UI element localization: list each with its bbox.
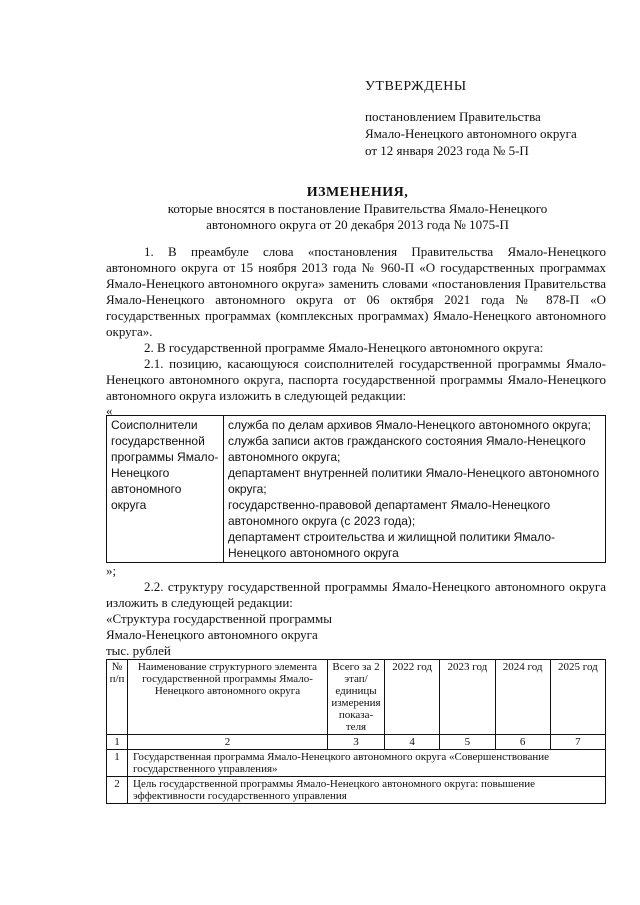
- coexecutors-table: [106, 415, 606, 563]
- coexecutor-item: департамент строительства и жилищной политики Ямало-Ненецкого автономного округа: [228, 530, 556, 560]
- coexecutors-list: [224, 416, 606, 563]
- approved-heading: УТВЕРЖДЕНЫ: [365, 79, 467, 94]
- table-row: [107, 777, 606, 804]
- units-label: тыс. рублей: [106, 643, 171, 658]
- title-sub-1: которые вносятся в постановление Правительства Ямало-Ненецкого: [167, 201, 548, 216]
- paragraph-2-2: 2.2. структуру государственной программы Ямало-Ненецкого автономного округа изложить в следующей редакции:: [106, 579, 606, 610]
- approved-line-1: постановлением Правительства: [365, 109, 541, 124]
- paragraph-2-1: 2.1. позицию, касающуюся соисполнителей государственной программы Ямало-Ненецкого автономного округа, паспорта государственной программы Ямало-Ненецкого автономного округа изложить в следующей редакции:: [106, 356, 606, 403]
- coexecutors-label: Соисполнители государственной программы Ямало-Ненецкого автономного округа: [107, 416, 224, 563]
- structure-title-2: Ямало-Ненецкого автономного округа: [106, 627, 318, 642]
- header-cell: 2023 год: [440, 660, 495, 735]
- row-text: Государственная программа Ямало-Ненецкого автономного округа «Совершенствование государственного управления»: [128, 750, 606, 777]
- paragraph-1: 1. В преамбуле слова «постановления Правительства Ямало-Ненецкого автономного округа от 15 ноября 2013 года № 960-П «О государственных программах Ямало-Ненецкого автономного округа» заменить словами «постановления Правительства Ямало-Ненецкого автономного округа от 06 октября 2021 года № 878-П «О государственных программах (комплексных программах) Ямало-Ненецкого автономного округа».: [106, 244, 606, 339]
- coexecutor-item: департамент внутренней политики Ямало-Ненецкого автономного округа;: [228, 466, 600, 496]
- approved-line-2: Ямало-Ненецкого автономного округа: [365, 126, 577, 141]
- close-quote: »;: [106, 563, 117, 578]
- row-number: 2: [107, 777, 128, 804]
- column-number: 1: [107, 735, 128, 750]
- structure-table-numbering: [107, 735, 606, 750]
- header-cell: 2024 год: [495, 660, 550, 735]
- header-cell: Всего за 2 этап/ единицы измерения показа-теля: [328, 660, 385, 735]
- approval-block: [365, 78, 577, 159]
- header-cell: Наименование структурного элемента государственной программы Ямало-Ненецкого автономного округа: [128, 660, 328, 735]
- column-number: 3: [328, 735, 385, 750]
- title-sub-2: автономного округа от 20 декабря 2013 года № 1075-П: [206, 217, 509, 232]
- coexecutor-item: государственно-правовой департамент Ямало-Ненецкого автономного округа (с 2023 года);: [228, 498, 551, 528]
- coexecutor-item: служба по делам архивов Ямало-Ненецкого автономного округа;: [228, 418, 591, 432]
- column-number: 4: [385, 735, 440, 750]
- row-number: 1: [107, 750, 128, 777]
- header-cell: № п/п: [107, 660, 128, 735]
- structure-table-header: [107, 660, 606, 735]
- structure-title-1: «Структура государственной программы: [106, 611, 332, 626]
- table-row: [107, 750, 606, 777]
- title-main: ИЗМЕНЕНИЯ,: [306, 185, 409, 200]
- column-number: 2: [128, 735, 328, 750]
- column-number: 5: [440, 735, 495, 750]
- row-text: Цель государственной программы Ямало-Ненецкого автономного округа: повышение эффективности государственного управления: [128, 777, 606, 804]
- coexecutor-item: служба записи актов гражданского состояния Ямало-Ненецкого автономного округа;: [228, 434, 586, 464]
- header-cell: 2022 год: [385, 660, 440, 735]
- header-cell: 2025 год: [550, 660, 605, 735]
- column-number: 6: [495, 735, 550, 750]
- structure-table: [106, 659, 606, 804]
- open-quote: «: [106, 403, 113, 418]
- column-number: 7: [550, 735, 605, 750]
- paragraph-2: 2. В государственной программе Ямало-Ненецкого автономного округа:: [144, 340, 544, 355]
- approved-line-3: от 12 января 2023 года № 5-П: [365, 143, 529, 158]
- document-body: [106, 244, 606, 804]
- document-title: [60, 185, 640, 233]
